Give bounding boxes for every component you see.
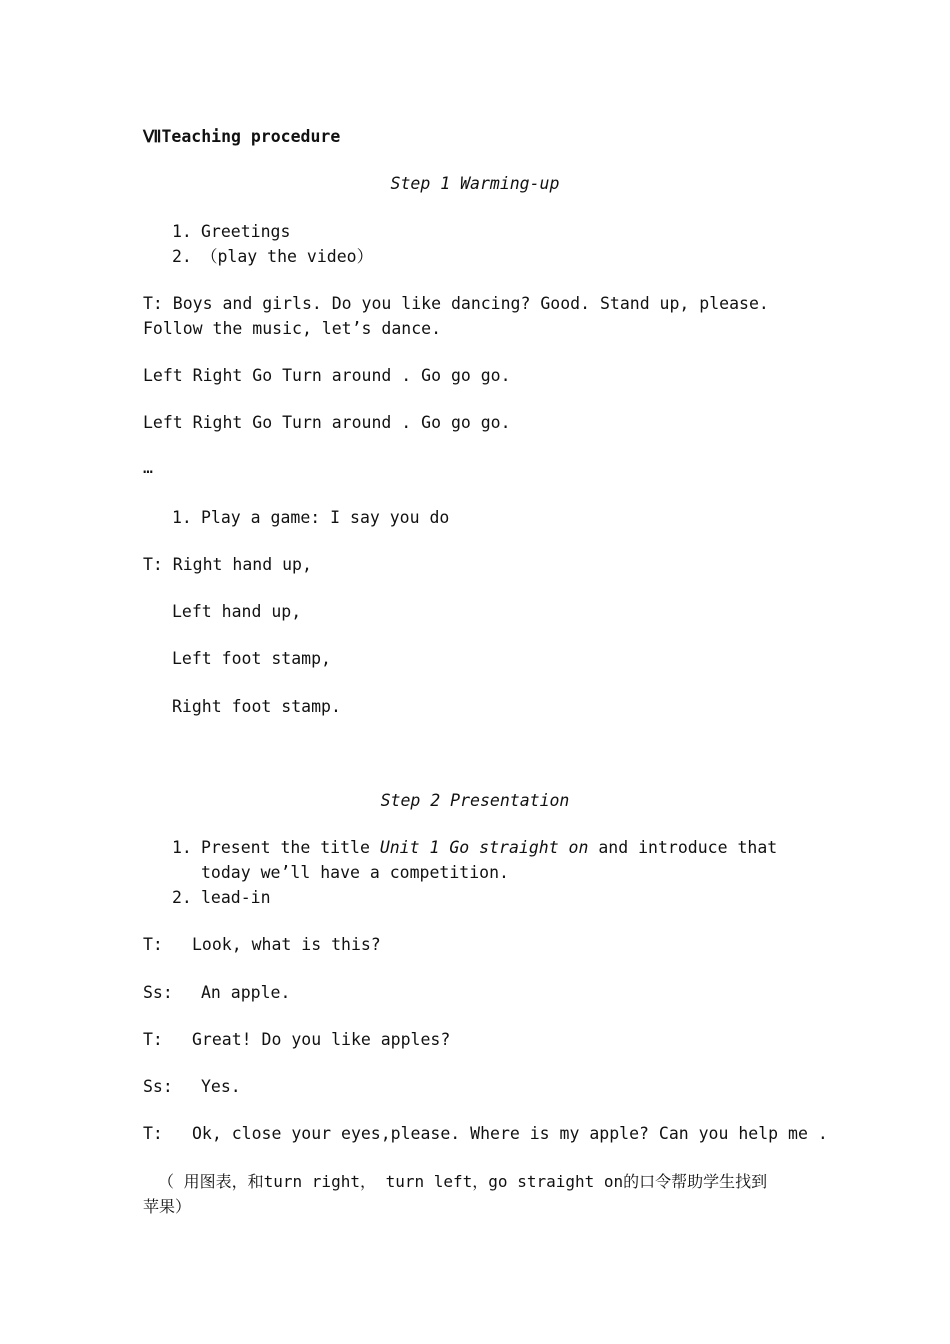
teacher-line: T: Boys and girls. Do you like dancing? Good. Stand up, please. [143,294,769,313]
dialogue-line: T: Look, what is this? [143,935,381,954]
unit-title: Unit 1 Go straight on [379,838,589,857]
note-line: （ 用图表，和turn right， turn left，go straight on的口令帮助学生找到 [158,1172,768,1191]
list-item: 1. Present the title Unit 1 Go straight on and introduce that [172,838,778,857]
list-item: 2. lead-in [172,888,271,907]
chant-line: Left Right Go Turn around . Go go go. [143,366,511,385]
dialogue-line: T: Ok, close your eyes,please. Where is my apple? Can you help me . [143,1124,828,1143]
list-item: 1. Greetings [172,222,291,241]
command-line: T: Right hand up, [143,555,312,574]
dialogue-line: T: Great! Do you like apples? [143,1030,451,1049]
dialogue-line: Ss: An apple. [143,983,291,1002]
dialogue-line: Ss: Yes. [143,1077,241,1096]
step2-title: Step 2 Presentation [380,791,570,810]
command-line: Left hand up, [172,602,302,621]
note-line-cont: 苹果） [143,1197,192,1216]
list-item-cont: today we’ll have a competition. [201,863,509,882]
list-item: 1. Play a game: I say you do [172,508,450,527]
step1-title: Step 1 Warming-up [390,174,560,193]
command-line: Right foot stamp. [172,697,341,716]
list-item: 2. （play the video） [172,247,374,266]
ellipsis: … [143,458,153,477]
section-heading: ⅦTeaching procedure [143,127,341,146]
teacher-line-cont: Follow the music, let’s dance. [143,319,442,338]
chant-line: Left Right Go Turn around . Go go go. [143,413,511,432]
command-line: Left foot stamp, [172,649,331,668]
